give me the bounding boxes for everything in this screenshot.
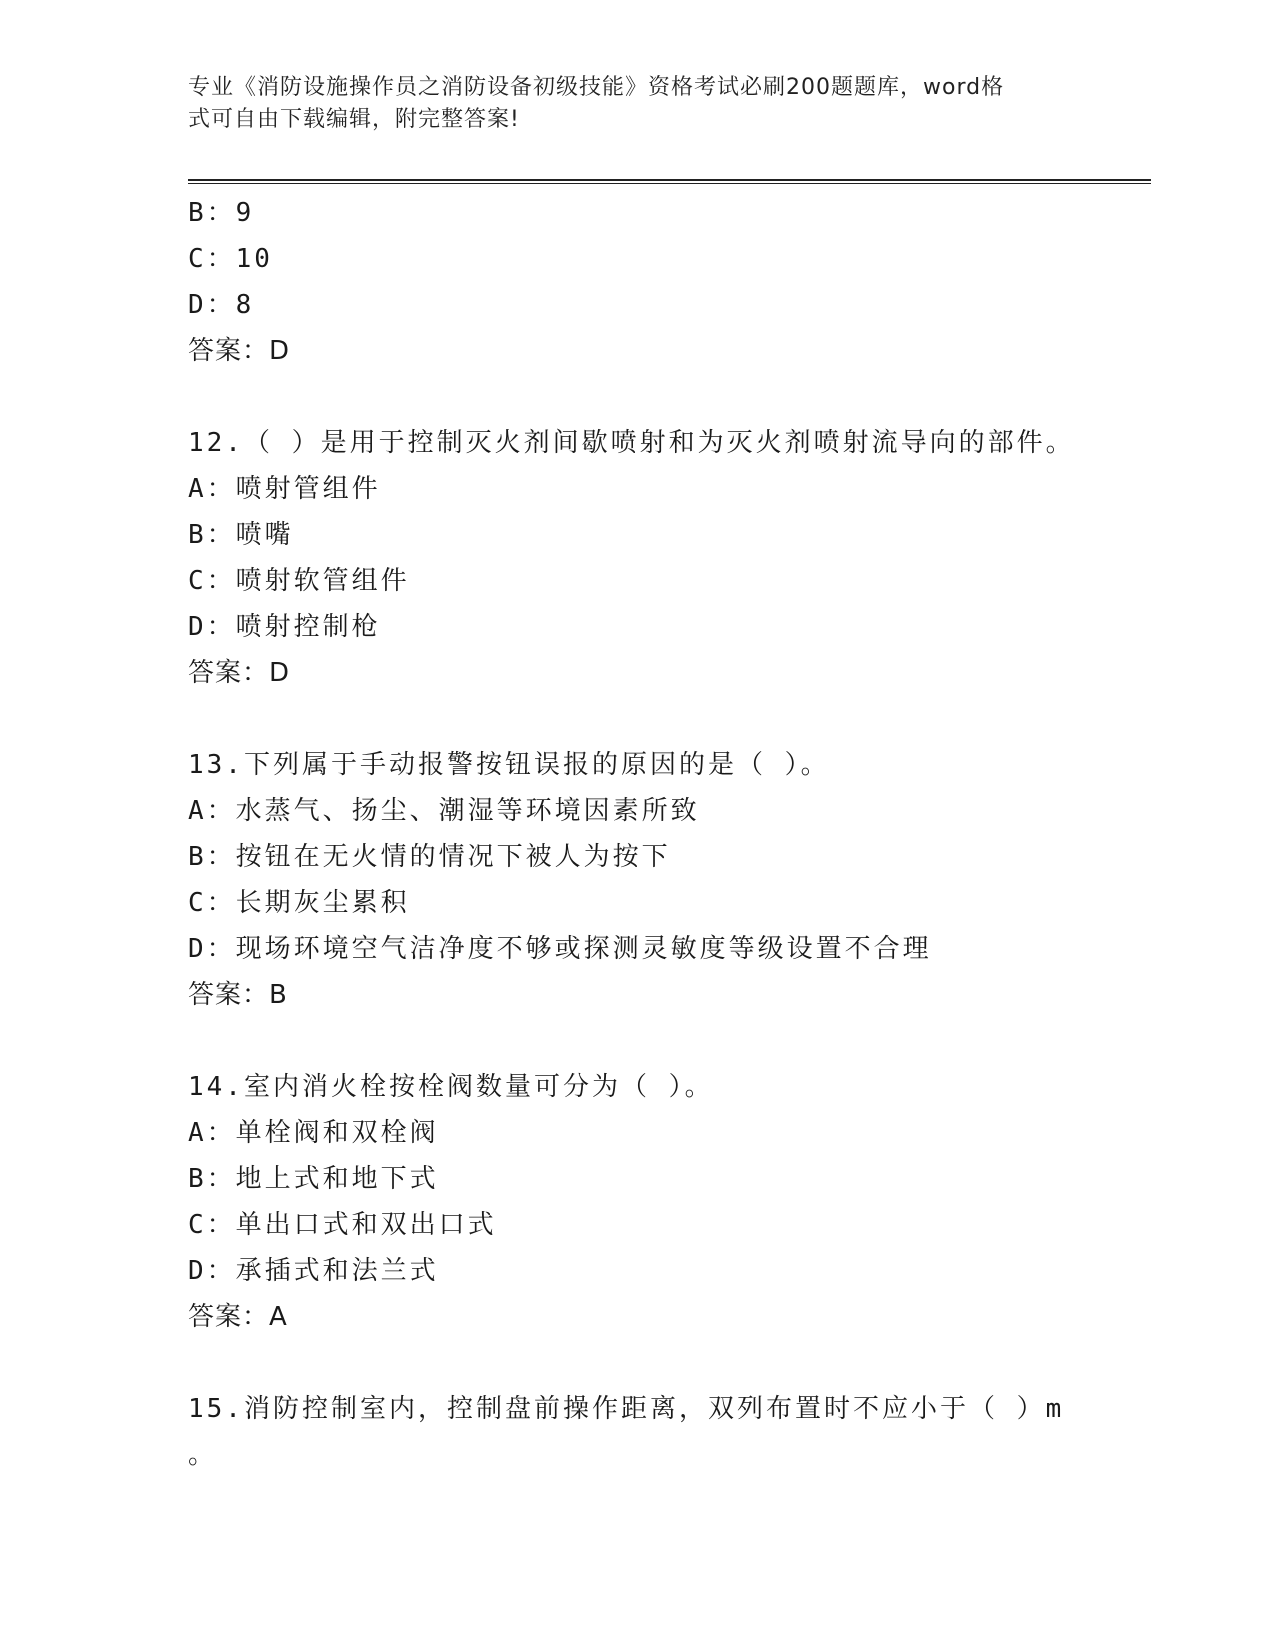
option-a: A：单栓阀和双栓阀 [188, 1118, 439, 1148]
question-11-tail [188, 190, 1088, 374]
question-stem: 15.消防控制室内，控制盘前操作距离，双列布置时不应小于（ ）m [188, 1394, 1065, 1424]
header-line-1: 专业《消防设施操作员之消防设备初级技能》资格考试必刷200题题库，word格 [188, 75, 1005, 100]
question-stem: 14.室内消火栓按栓阀数量可分为（ ）。 [188, 1072, 714, 1102]
option-b: B：9 [188, 198, 255, 228]
question-stem-continued: 。 [188, 1440, 218, 1470]
question-stem: 12.（ ）是用于控制灭火剂间歇喷射和为灭火剂喷射流导向的部件。 [188, 428, 1075, 458]
question-list [188, 190, 1088, 1478]
answer: 答案：B [188, 980, 288, 1010]
option-c: C：长期灰尘累积 [188, 888, 410, 918]
spacer [188, 1340, 1088, 1386]
question-15 [188, 1386, 1088, 1478]
option-c: C：喷射软管组件 [188, 566, 410, 596]
spacer [188, 374, 1088, 420]
option-c: C：10 [188, 244, 273, 274]
spacer [188, 696, 1088, 742]
question-14 [188, 1064, 1088, 1340]
option-b: B：喷嘴 [188, 520, 294, 550]
option-b: B：按钮在无火情的情况下被人为按下 [188, 842, 671, 872]
header-line-2: 式可自由下载编辑，附完整答案! [188, 107, 520, 132]
option-b: B：地上式和地下式 [188, 1164, 439, 1194]
question-stem: 13.下列属于手动报警按钮误报的原因的是（ ）。 [188, 750, 830, 780]
header-divider-thick [188, 179, 1151, 181]
document-header [188, 72, 1068, 136]
question-13 [188, 742, 1088, 1018]
answer: 答案：D [188, 336, 291, 366]
option-c: C：单出口式和双出口式 [188, 1210, 497, 1240]
answer: 答案：A [188, 1302, 288, 1332]
question-12 [188, 420, 1088, 696]
header-divider-thin [188, 183, 1151, 184]
spacer [188, 1018, 1088, 1064]
option-d: D：8 [188, 290, 255, 320]
answer: 答案：D [188, 658, 291, 688]
option-d: D：承插式和法兰式 [188, 1256, 439, 1286]
option-a: A：喷射管组件 [188, 474, 381, 504]
option-a: A：水蒸气、扬尘、潮湿等环境因素所致 [188, 796, 700, 826]
option-d: D：现场环境空气洁净度不够或探测灵敏度等级设置不合理 [188, 934, 932, 964]
option-d: D：喷射控制枪 [188, 612, 381, 642]
